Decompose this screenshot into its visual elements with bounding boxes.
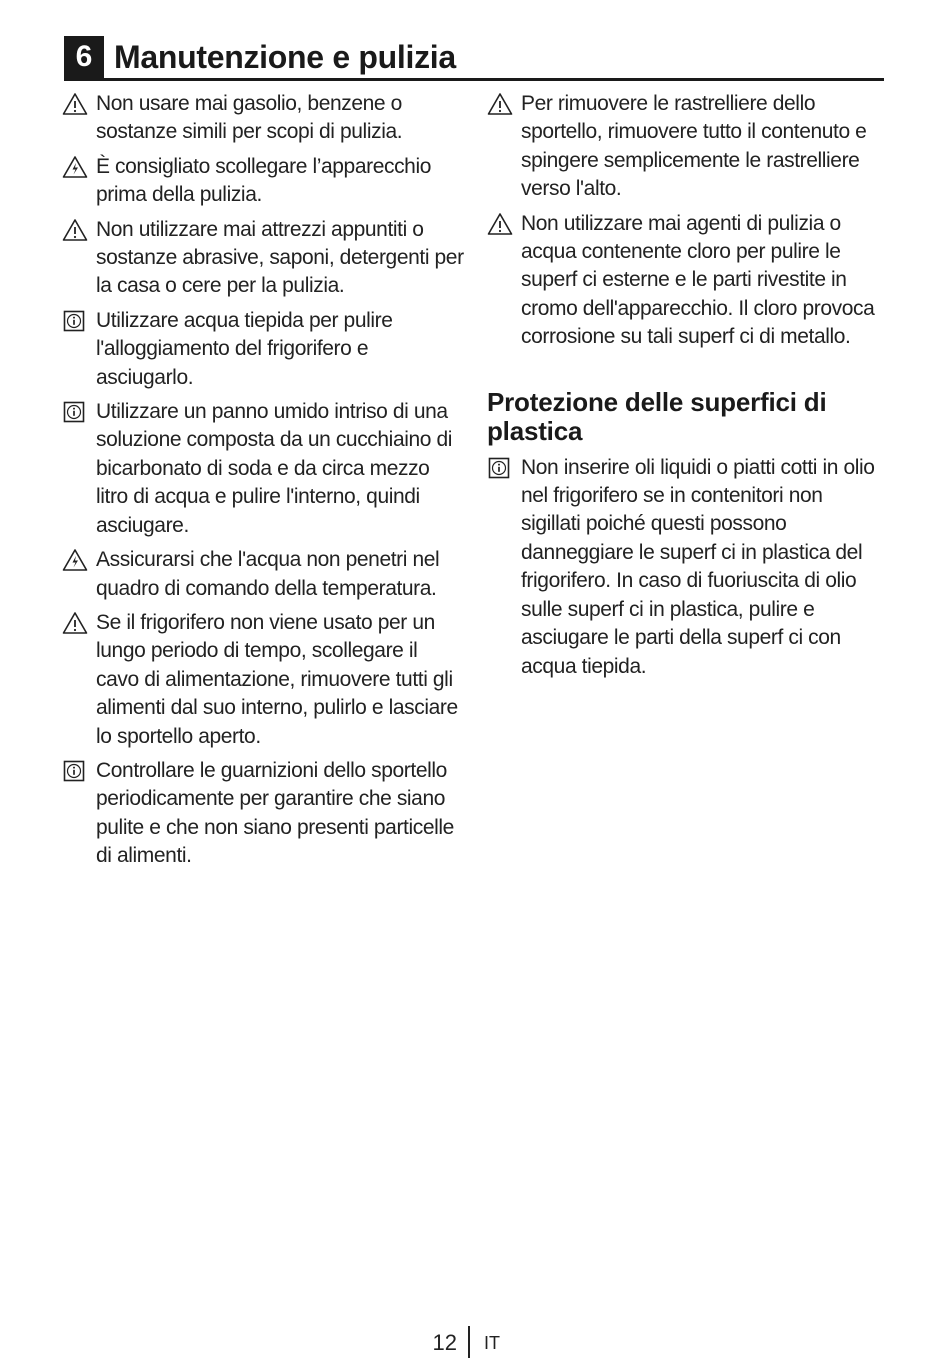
electric-warning-icon — [62, 155, 88, 179]
item-text: Utilizzare acqua tiepida per pulire l'alloggiamento del frigorifero e asciugarlo. — [96, 308, 393, 389]
list-item — [62, 307, 464, 392]
page-footer — [0, 1326, 950, 1360]
item-text: Non utilizzare mai agenti di pulizia o acqua contenente cloro per pulire le superf ci esterne e le parti rivestite in cromo dell'apparecchio. Il cloro provoca corrosione su tali superf ci di metallo. — [521, 211, 875, 349]
warning-icon — [62, 92, 88, 116]
item-text: È consigliato scollegare l’apparecchio prima della pulizia. — [96, 154, 432, 207]
language-code: IT — [484, 1333, 500, 1353]
warning-icon — [62, 611, 88, 635]
list-item — [62, 216, 464, 301]
item-text: Non inserire oli liquidi o piatti cotti in olio nel frigorifero se in contenitori non sigillati poiché questi possono danneggiare le superf ci in plastica del frigorifero. In caso di fuoriuscita di olio sulle superf ci in plastica, pulire e asciugare le parti della superf ci con acqua tiepida. — [521, 455, 875, 678]
list-item — [487, 454, 887, 681]
subsection-title: Protezione delle superfici di plastica — [487, 386, 827, 446]
list-item — [487, 90, 887, 204]
list-item — [62, 153, 464, 210]
page-number: 12 — [432, 1330, 457, 1355]
list-item — [487, 210, 887, 352]
item-text: Per rimuovere le rastrelliere dello sportello, rimuovere tutto il contenuto e spingere semplicemente le rastrelliere verso l'alto. — [521, 92, 867, 201]
info-icon — [62, 400, 88, 424]
warning-icon — [487, 212, 513, 236]
item-text: Se il frigorifero non viene usato per un lungo periodo di tempo, scollegare il cavo di alimentazione, rimuovere tutti gli alimenti dal suo interno, pulirlo e lasciare lo sportello aperto. — [96, 610, 458, 748]
item-text: Non utilizzare mai attrezzi appuntiti o sostanze abrasive, saponi, detergenti per la casa o cere per la pulizia. — [96, 217, 464, 298]
info-icon — [62, 759, 88, 783]
list-item — [62, 90, 464, 147]
page-title: Manutenzione e pulizia — [114, 39, 456, 75]
warning-icon — [62, 218, 88, 242]
left-column — [62, 90, 464, 877]
list-item — [62, 398, 464, 540]
section-header — [64, 36, 884, 81]
info-icon — [62, 309, 88, 333]
item-text: Assicurarsi che l'acqua non penetri nel quadro di comando della temperatura. — [96, 548, 440, 600]
warning-icon — [487, 92, 513, 116]
right-column — [487, 90, 887, 687]
electric-warning-icon — [62, 548, 88, 572]
info-icon — [487, 456, 513, 480]
list-item — [62, 546, 464, 603]
footer-divider — [468, 1326, 470, 1358]
list-item — [62, 757, 464, 871]
list-item — [62, 609, 464, 751]
item-text: Controllare le guarnizioni dello sportello periodicamente per garantire che siano pulite e che non siano presenti particelle di alimenti. — [96, 758, 454, 868]
item-text: Non usare mai gasolio, benzene o sostanze simili per scopi di pulizia. — [96, 92, 403, 144]
section-number: 6 — [64, 36, 104, 78]
item-text: Utilizzare un panno umido intriso di una soluzione composta da un cucchiaino di bicarbonato di soda e da circa mezzo litro di acqua e pulire l'interno, quindi asciugare. — [96, 400, 453, 537]
